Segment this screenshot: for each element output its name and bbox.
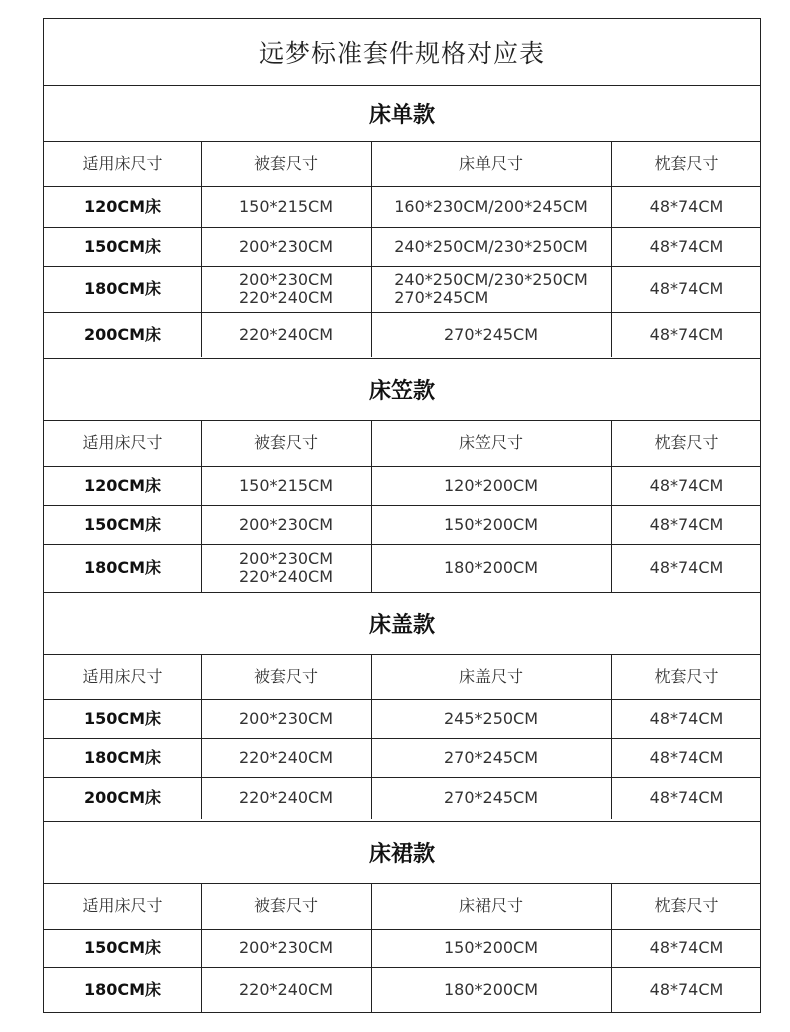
pillow-size-cell-text: 48*74CM (649, 236, 724, 256)
column-header (371, 654, 611, 699)
item-size-cell-text: 270*245CM (394, 288, 489, 307)
duvet-size-cell (201, 967, 371, 1012)
bed-size-cell-text: 180CM床 (83, 558, 162, 577)
column-header (201, 654, 371, 699)
pillow-size-cell (611, 227, 762, 266)
duvet-size-cell (201, 186, 371, 227)
column-header-text: 适用床尺寸 (82, 433, 163, 452)
column-divider (201, 883, 202, 1012)
duvet-size-cell-text: 220*240CM (238, 567, 334, 586)
column-divider (371, 883, 372, 1012)
column-header (44, 883, 201, 929)
pillow-size-cell-text: 48*74CM (649, 747, 724, 767)
column-header (611, 141, 762, 186)
column-divider (371, 654, 372, 819)
item-size-cell (371, 466, 611, 505)
item-size-cell-text: 240*250CM/230*250CM (394, 270, 588, 289)
pillow-size-cell (611, 312, 762, 357)
pillow-size-cell-text: 48*74CM (649, 558, 724, 577)
column-header-text: 床单尺寸 (458, 153, 523, 173)
duvet-size-cell (201, 544, 371, 592)
pillow-size-cell (611, 186, 762, 227)
duvet-size-cell (201, 227, 371, 266)
pillow-size-cell-text: 48*74CM (649, 979, 724, 999)
page-title: 远梦标准套件规格对应表 (258, 39, 545, 68)
bed-size-cell-text: 150CM床 (83, 514, 162, 534)
pillow-size-cell (611, 777, 762, 819)
column-header-text: 床笠尺寸 (458, 433, 523, 452)
duvet-size-cell (201, 312, 371, 357)
column-divider (611, 883, 612, 1012)
column-divider (611, 654, 612, 819)
pillow-size-cell-text: 48*74CM (649, 324, 724, 344)
column-divider (611, 420, 612, 592)
column-header (371, 141, 611, 186)
item-size-cell (371, 967, 611, 1012)
item-size-cell (371, 186, 611, 227)
item-size-cell-text: 150*200CM (443, 514, 539, 534)
pillow-size-cell-text: 48*74CM (649, 938, 724, 957)
item-size-cell-text: 180*200CM (443, 558, 539, 577)
duvet-size-cell (201, 466, 371, 505)
item-size-cell (371, 544, 611, 592)
item-size-cell-text: 270*245CM (443, 324, 539, 344)
pillow-size-cell-text: 48*74CM (649, 279, 724, 298)
bed-size-cell-text: 150CM床 (83, 938, 162, 957)
bed-size-cell-text: 200CM床 (83, 788, 162, 807)
bed-size-cell (44, 544, 201, 592)
pillow-size-cell (611, 699, 762, 738)
section-heading: 床裙款 (368, 841, 435, 867)
bed-size-cell-text: 180CM床 (83, 979, 162, 999)
column-divider (201, 654, 202, 819)
item-size-cell (371, 312, 611, 357)
column-divider (371, 141, 372, 357)
column-header (201, 420, 371, 466)
section-heading: 床笠款 (368, 378, 435, 404)
bed-size-cell (44, 777, 201, 819)
pillow-size-cell (611, 967, 762, 1012)
pillow-size-cell (611, 544, 762, 592)
duvet-size-cell (201, 738, 371, 777)
pillow-size-cell-text: 48*74CM (649, 196, 724, 216)
duvet-size-cell-text: 150*215CM (238, 475, 334, 495)
duvet-size-cell-text: 200*230CM (238, 236, 334, 256)
bed-size-cell-text: 120CM床 (83, 475, 162, 495)
column-header-text: 枕套尺寸 (654, 896, 719, 915)
duvet-size-cell-text: 150*215CM (238, 196, 334, 216)
section-heading: 床盖款 (368, 612, 435, 638)
duvet-size-cell-text: 200*230CM (238, 270, 334, 289)
bed-size-cell-text: 200CM床 (83, 324, 162, 344)
bed-size-cell (44, 186, 201, 227)
pillow-size-cell-text: 48*74CM (649, 514, 724, 534)
column-header (371, 420, 611, 466)
duvet-size-cell (201, 505, 371, 544)
duvet-size-cell (201, 699, 371, 738)
column-header-text: 被套尺寸 (253, 433, 318, 452)
item-size-cell (371, 738, 611, 777)
column-header-text: 被套尺寸 (253, 666, 318, 686)
pillow-size-cell-text: 48*74CM (649, 708, 724, 728)
column-header-text: 枕套尺寸 (654, 666, 719, 686)
pillow-size-cell-text: 48*74CM (649, 475, 724, 495)
bed-size-cell (44, 227, 201, 266)
item-size-cell-text: 120*200CM (443, 475, 539, 495)
duvet-size-cell (201, 266, 371, 312)
item-size-cell (371, 777, 611, 819)
bed-size-cell (44, 466, 201, 505)
duvet-size-cell-text: 200*230CM (238, 514, 334, 534)
column-header (611, 420, 762, 466)
column-header-text: 床裙尺寸 (458, 896, 523, 915)
bed-size-cell-text: 150CM床 (83, 708, 162, 728)
duvet-size-cell-text: 220*240CM (238, 324, 334, 344)
column-header-text: 床盖尺寸 (458, 666, 523, 686)
column-header-text: 适用床尺寸 (82, 896, 163, 915)
bed-size-cell (44, 266, 201, 312)
duvet-size-cell-text: 220*240CM (238, 288, 334, 307)
column-header (44, 654, 201, 699)
column-header-text: 枕套尺寸 (654, 153, 719, 173)
item-size-cell (371, 266, 611, 312)
spec-table (43, 18, 761, 1013)
column-header-text: 枕套尺寸 (654, 433, 719, 452)
bed-size-cell-text: 120CM床 (83, 196, 162, 216)
column-divider (201, 420, 202, 592)
item-size-cell (371, 699, 611, 738)
bed-size-cell (44, 738, 201, 777)
column-header-text: 被套尺寸 (253, 153, 318, 173)
item-size-cell-text: 245*250CM (443, 708, 539, 728)
duvet-size-cell-text: 200*230CM (238, 549, 334, 568)
item-size-cell-text: 270*245CM (443, 788, 539, 807)
column-divider (201, 141, 202, 357)
pillow-size-cell (611, 466, 762, 505)
column-header (611, 654, 762, 699)
item-size-cell-text: 270*245CM (443, 747, 539, 767)
duvet-size-cell-text: 220*240CM (238, 979, 334, 999)
column-header-text: 被套尺寸 (253, 896, 318, 915)
item-size-cell (371, 505, 611, 544)
section-heading: 床单款 (368, 102, 435, 128)
duvet-size-cell-text: 220*240CM (238, 788, 334, 807)
column-header (44, 420, 201, 466)
bed-size-cell-text: 150CM床 (83, 236, 162, 256)
column-header (201, 141, 371, 186)
bed-size-cell (44, 967, 201, 1012)
duvet-size-cell-text: 200*230CM (238, 938, 334, 957)
column-header (371, 883, 611, 929)
bed-size-cell-text: 180CM床 (83, 279, 162, 298)
column-header (201, 883, 371, 929)
duvet-size-cell (201, 777, 371, 819)
column-header (611, 883, 762, 929)
column-header-text: 适用床尺寸 (82, 666, 163, 686)
bed-size-cell (44, 929, 201, 967)
item-size-cell-text: 180*200CM (443, 979, 539, 999)
pillow-size-cell (611, 929, 762, 967)
column-divider (611, 141, 612, 357)
pillow-size-cell-text: 48*74CM (649, 788, 724, 807)
item-size-cell-text: 160*230CM/200*245CM (394, 196, 588, 216)
bed-size-cell (44, 505, 201, 544)
pillow-size-cell (611, 266, 762, 312)
bed-size-cell (44, 312, 201, 357)
item-size-cell-text: 240*250CM/230*250CM (394, 236, 588, 256)
item-size-cell (371, 929, 611, 967)
column-header (44, 141, 201, 186)
duvet-size-cell-text: 220*240CM (238, 747, 334, 767)
duvet-size-cell-text: 200*230CM (238, 708, 334, 728)
column-header-text: 适用床尺寸 (82, 153, 163, 173)
bed-size-cell (44, 699, 201, 738)
column-divider (371, 420, 372, 592)
pillow-size-cell (611, 738, 762, 777)
item-size-cell (371, 227, 611, 266)
item-size-cell-text: 150*200CM (443, 938, 539, 957)
pillow-size-cell (611, 505, 762, 544)
bed-size-cell-text: 180CM床 (83, 747, 162, 767)
duvet-size-cell (201, 929, 371, 967)
